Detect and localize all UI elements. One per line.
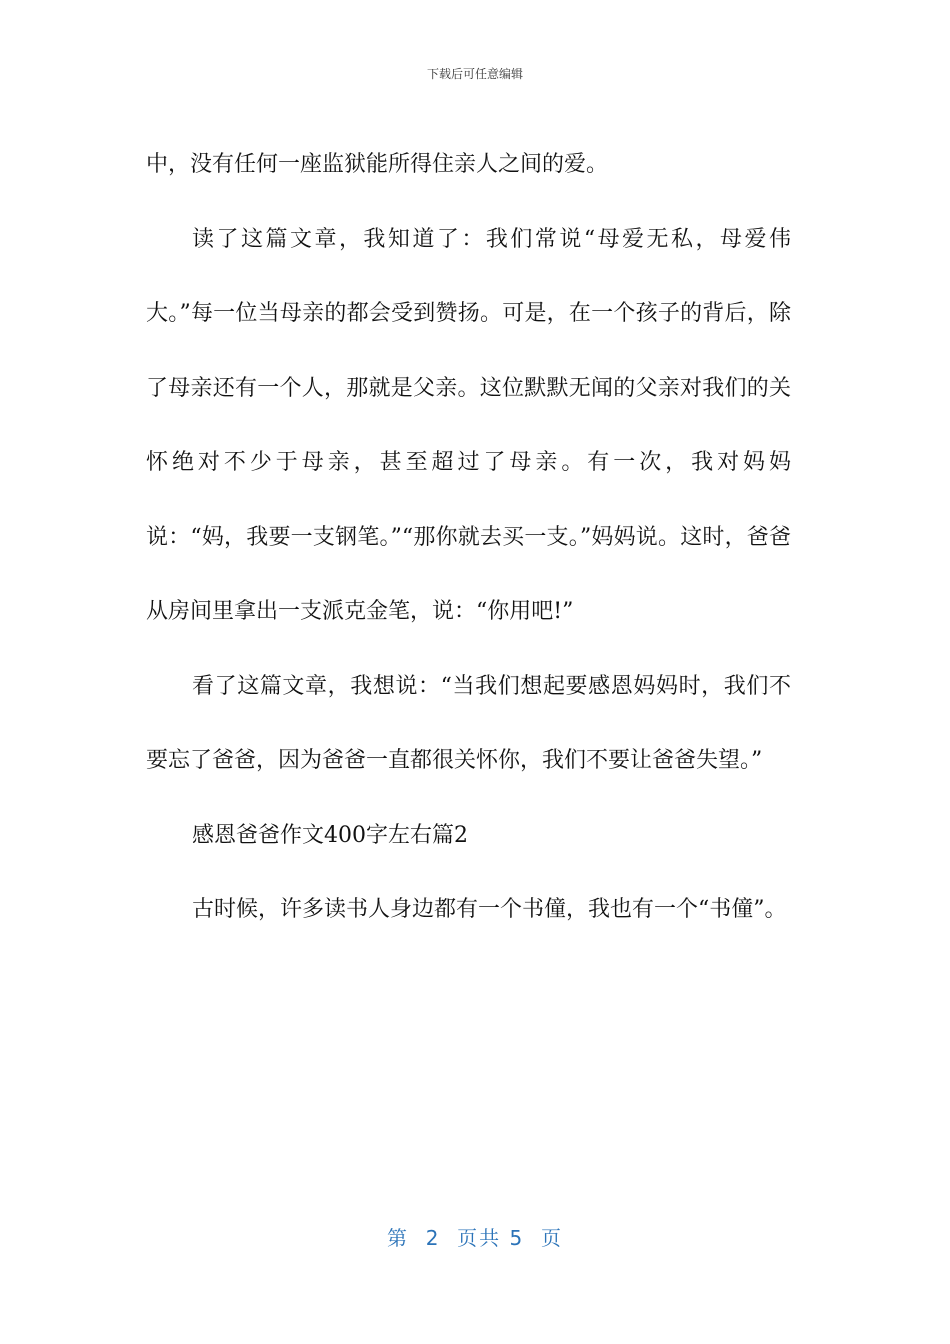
paragraph-1: 中，没有任何一座监狱能所得住亲人之间的爱。 [146, 152, 609, 177]
page-number-text: 第 2 页共 5 页 [387, 1226, 563, 1250]
paragraph-3: 看了这篇文章，我想说：“当我们想起要感恩妈妈时，我们不要忘了爸爸，因为爸爸一直都很关怀你，我们不要让爸爸失望。” [146, 673, 791, 773]
section-heading: 感恩爸爸作文400字左右篇2 [192, 822, 468, 848]
paragraph-2: 读了这篇文章，我知道了：我们常说“母爱无私，母爱伟大。”每一位当母亲的都会受到赞扬。可是，在一个孩子的背后，除了母亲还有一个人，那就是父亲。这位默默无闻的父亲对我们的关怀绝对不少于母亲，甚至超过了母亲。有一次，我对妈妈说：“妈，我要一支钢笔。”“那你就去买一支。”妈妈说。这时，爸爸从房间里拿出一支派克金笔，说：“你用吧!” [146, 226, 791, 624]
page-number-footer [0, 1224, 950, 1252]
paragraph-4: 古时候，许多读书人身边都有一个书僮，我也有一个“书僮”。 [192, 897, 787, 922]
document-body [146, 128, 791, 948]
page-header: 下载后可任意编辑 [426, 67, 523, 81]
